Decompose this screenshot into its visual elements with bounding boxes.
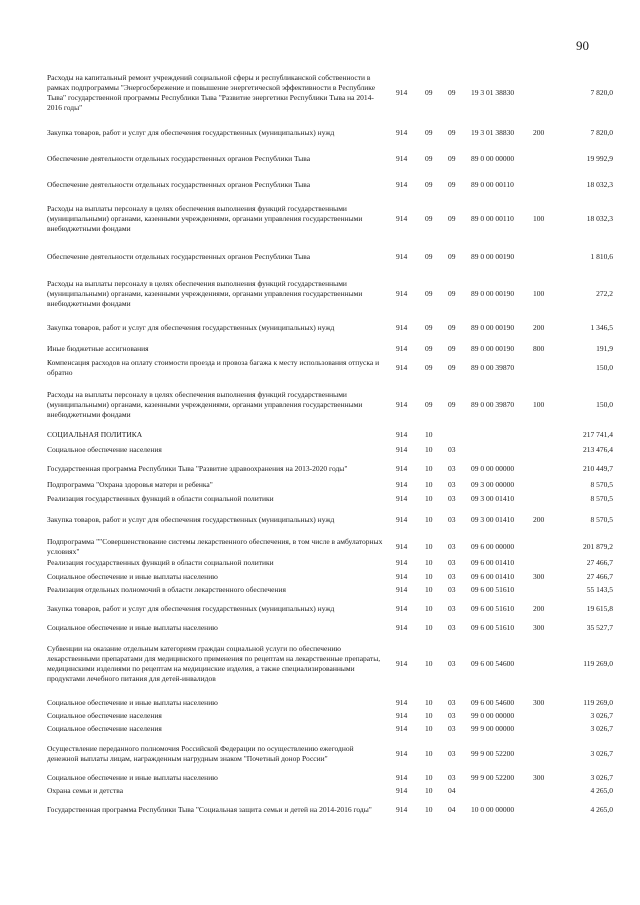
cell-ved: 914 — [396, 515, 408, 524]
cell-ved: 914 — [396, 128, 408, 137]
cell-pr: 09 — [448, 214, 456, 223]
row-description: Реализация государственных функций в области социальной политики — [47, 494, 274, 503]
cell-amount: 1 810,6 — [590, 252, 613, 261]
cell-rz: 09 — [425, 180, 433, 189]
cell-vr: 300 — [533, 698, 545, 707]
cell-pr: 03 — [448, 445, 456, 454]
cell-vr: 200 — [533, 515, 545, 524]
cell-ved: 914 — [396, 805, 408, 814]
row-description: СОЦИАЛЬНАЯ ПОЛИТИКА — [47, 430, 143, 439]
cell-rz: 10 — [425, 494, 433, 503]
cell-pr: 03 — [448, 515, 456, 524]
cell-csr: 09 6 00 00000 — [471, 542, 515, 551]
cell-pr: 03 — [448, 659, 456, 668]
cell-rz: 10 — [425, 445, 433, 454]
row-description: Государственная программа Республики Тыва "Социальная защита семьи и детей на 2014-2016 годы" — [47, 805, 372, 814]
cell-pr: 03 — [448, 542, 456, 551]
cell-pr: 03 — [448, 773, 456, 782]
cell-pr: 09 — [448, 128, 456, 137]
row-description: Обеспечение деятельности отдельных государственных органов Республики Тыва — [47, 252, 311, 261]
row-description: Социальное обеспечение и иные выплаты населению — [47, 623, 218, 632]
cell-rz: 09 — [425, 289, 433, 298]
cell-rz: 09 — [425, 400, 433, 409]
row-description: Расходы на выплаты персоналу в целях обеспечения выполнения функций государственными (муниципальными) органами, казенными учреждениями, органами управления государственными внебюджетными фондами — [47, 279, 363, 308]
cell-ved: 914 — [396, 480, 408, 489]
cell-ved: 914 — [396, 400, 408, 409]
cell-csr: 09 6 00 54600 — [471, 698, 515, 707]
cell-amount: 3 026,7 — [590, 711, 613, 720]
cell-vr: 200 — [533, 604, 545, 613]
row-description: Социальное обеспечение и иные выплаты населению — [47, 572, 218, 581]
cell-pr: 09 — [448, 344, 456, 353]
cell-amount: 18 032,3 — [586, 180, 613, 189]
cell-ved: 914 — [396, 773, 408, 782]
cell-pr: 03 — [448, 558, 456, 567]
cell-vr: 100 — [533, 289, 545, 298]
cell-ved: 914 — [396, 88, 408, 97]
cell-amount: 3 026,7 — [590, 724, 613, 733]
cell-ved: 914 — [396, 464, 408, 473]
cell-pr: 03 — [448, 749, 456, 758]
cell-pr: 09 — [448, 289, 456, 298]
cell-pr: 04 — [448, 786, 456, 795]
cell-rz: 10 — [425, 515, 433, 524]
cell-amount: 19 992,9 — [586, 154, 613, 163]
row-description: Компенсация расходов на оплату стоимости проезда и провоза багажа к месту использования отпуска и обратно — [47, 358, 380, 377]
cell-vr: 200 — [533, 128, 545, 137]
cell-pr: 09 — [448, 363, 456, 372]
cell-amount: 150,0 — [596, 363, 613, 372]
cell-csr: 09 3 00 00000 — [471, 480, 515, 489]
cell-rz: 10 — [425, 572, 433, 581]
cell-pr: 03 — [448, 572, 456, 581]
cell-csr: 89 0 00 00110 — [471, 180, 514, 189]
row-description: Осуществление переданного полномочия Российской Федерации по осуществлению ежегодной денежной выплаты лицам, награжденным нагрудным знаком "Почетный донор России" — [47, 744, 354, 763]
cell-rz: 10 — [425, 711, 433, 720]
cell-pr: 03 — [448, 585, 456, 594]
row-description: Социальное обеспечение и иные выплаты населению — [47, 698, 218, 707]
cell-rz: 10 — [425, 623, 433, 632]
cell-rz: 10 — [425, 698, 433, 707]
cell-ved: 914 — [396, 180, 408, 189]
cell-ved: 914 — [396, 711, 408, 720]
cell-rz: 10 — [425, 558, 433, 567]
cell-csr: 09 6 00 01410 — [471, 572, 515, 581]
cell-rz: 10 — [425, 585, 433, 594]
cell-pr: 09 — [448, 154, 456, 163]
cell-csr: 89 0 00 00110 — [471, 214, 514, 223]
cell-ved: 914 — [396, 572, 408, 581]
cell-rz: 10 — [425, 542, 433, 551]
cell-amount: 27 466,7 — [586, 572, 613, 581]
cell-amount: 201 879,2 — [583, 542, 613, 551]
cell-ved: 914 — [396, 154, 408, 163]
cell-ved: 914 — [396, 659, 408, 668]
cell-amount: 4 265,0 — [590, 805, 613, 814]
cell-amount: 55 143,5 — [586, 585, 613, 594]
cell-pr: 03 — [448, 604, 456, 613]
cell-csr: 99 9 00 52200 — [471, 749, 515, 758]
cell-csr: 10 0 00 00000 — [471, 805, 515, 814]
cell-ved: 914 — [396, 252, 408, 261]
cell-pr: 03 — [448, 480, 456, 489]
cell-rz: 10 — [425, 604, 433, 613]
cell-csr: 09 3 00 01410 — [471, 494, 515, 503]
cell-csr: 09 6 00 51610 — [471, 604, 515, 613]
row-description: Реализация отдельных полномочий в области лекарственного обеспечения — [47, 585, 286, 594]
row-description: Расходы на выплаты персоналу в целях обеспечения выполнения функций государственными (муниципальными) органами, казенными учреждениями, органами управления государственными внебюджетными фондами — [47, 390, 363, 419]
cell-amount: 150,0 — [596, 400, 613, 409]
cell-vr: 200 — [533, 323, 545, 332]
cell-rz: 09 — [425, 154, 433, 163]
row-description: Подпрограмма "Охрана здоровья матери и ребенка" — [47, 480, 213, 489]
cell-amount: 8 570,5 — [590, 515, 613, 524]
cell-pr: 03 — [448, 724, 456, 733]
cell-csr: 89 0 00 00190 — [471, 344, 515, 353]
cell-amount: 3 026,7 — [590, 749, 613, 758]
cell-vr: 100 — [533, 214, 545, 223]
cell-vr: 800 — [533, 344, 545, 353]
cell-csr: 09 6 00 54600 — [471, 659, 515, 668]
cell-amount: 35 527,7 — [586, 623, 613, 632]
cell-rz: 09 — [425, 88, 433, 97]
cell-ved: 914 — [396, 445, 408, 454]
row-description: Социальное обеспечение населения — [47, 724, 162, 733]
cell-rz: 09 — [425, 128, 433, 137]
cell-amount: 8 570,5 — [590, 494, 613, 503]
cell-ved: 914 — [396, 585, 408, 594]
cell-rz: 10 — [425, 430, 433, 439]
row-description: Расходы на капитальный ремонт учреждений социальной сферы и республиканской собственности в рамках подпрограммы "Энергосбережение и повышение энергетической эффективности в Республике Тыва" государственной программы Республики Тыва "Развитие энергетики Республики Тыва на 2014-2016 годы" — [47, 73, 376, 112]
cell-pr: 03 — [448, 494, 456, 503]
cell-pr: 03 — [448, 464, 456, 473]
cell-ved: 914 — [396, 749, 408, 758]
cell-rz: 09 — [425, 363, 433, 372]
cell-amount: 272,2 — [596, 289, 613, 298]
cell-csr: 99 9 00 00000 — [471, 724, 515, 733]
cell-csr: 89 0 00 00190 — [471, 289, 515, 298]
cell-csr: 09 0 00 00000 — [471, 464, 515, 473]
cell-csr: 89 0 00 39870 — [471, 363, 515, 372]
cell-rz: 10 — [425, 480, 433, 489]
row-description: Расходы на выплаты персоналу в целях обеспечения выполнения функций государственными (муниципальными) органами, казенными учреждениями, органами управления государственными внебюджетными фондами — [47, 204, 363, 233]
cell-csr: 09 3 00 01410 — [471, 515, 515, 524]
cell-vr: 100 — [533, 400, 545, 409]
cell-amount: 119 269,0 — [583, 659, 613, 668]
cell-amount: 8 570,5 — [590, 480, 613, 489]
cell-csr: 09 6 00 51610 — [471, 585, 515, 594]
cell-csr: 99 9 00 52200 — [471, 773, 515, 782]
cell-csr: 09 6 00 51610 — [471, 623, 515, 632]
cell-ved: 914 — [396, 430, 408, 439]
cell-pr: 09 — [448, 323, 456, 332]
cell-vr: 300 — [533, 623, 545, 632]
cell-rz: 10 — [425, 464, 433, 473]
cell-amount: 7 820,0 — [590, 128, 613, 137]
cell-rz: 09 — [425, 214, 433, 223]
cell-pr: 09 — [448, 400, 456, 409]
cell-ved: 914 — [396, 344, 408, 353]
cell-ved: 914 — [396, 786, 408, 795]
cell-amount: 18 032,3 — [586, 214, 613, 223]
cell-csr: 89 0 00 00190 — [471, 252, 515, 261]
cell-pr: 03 — [448, 698, 456, 707]
cell-pr: 03 — [448, 623, 456, 632]
row-description: Социальное обеспечение населения — [47, 445, 162, 454]
cell-vr: 300 — [533, 773, 545, 782]
cell-amount: 217 741,4 — [583, 430, 613, 439]
cell-rz: 10 — [425, 724, 433, 733]
cell-csr: 09 6 00 01410 — [471, 558, 515, 567]
row-description: Обеспечение деятельности отдельных государственных органов Республики Тыва — [47, 180, 311, 189]
cell-amount: 19 615,8 — [586, 604, 613, 613]
cell-csr: 19 3 01 38830 — [471, 128, 515, 137]
cell-csr: 89 0 00 39870 — [471, 400, 515, 409]
row-description: Охрана семьи и детства — [47, 786, 124, 795]
cell-vr: 300 — [533, 572, 545, 581]
cell-amount: 191,9 — [596, 344, 613, 353]
cell-amount: 1 346,5 — [590, 323, 613, 332]
cell-rz: 10 — [425, 749, 433, 758]
row-description: Подпрограмма ""Совершенствование системы лекарственного обеспечения, в том числе в амбулаторных условиях" — [47, 537, 383, 556]
cell-ved: 914 — [396, 542, 408, 551]
cell-rz: 09 — [425, 323, 433, 332]
cell-ved: 914 — [396, 323, 408, 332]
cell-amount: 7 820,0 — [590, 88, 613, 97]
cell-pr: 09 — [448, 252, 456, 261]
row-description: Закупка товаров, работ и услуг для обеспечения государственных (муниципальных) нужд — [47, 515, 335, 524]
cell-amount: 210 449,7 — [583, 464, 613, 473]
cell-rz: 10 — [425, 659, 433, 668]
cell-rz: 09 — [425, 252, 433, 261]
cell-pr: 04 — [448, 805, 456, 814]
cell-ved: 914 — [396, 289, 408, 298]
cell-pr: 03 — [448, 711, 456, 720]
cell-ved: 914 — [396, 494, 408, 503]
row-description: Обеспечение деятельности отдельных государственных органов Республики Тыва — [47, 154, 311, 163]
cell-amount: 3 026,7 — [590, 773, 613, 782]
row-description: Закупка товаров, работ и услуг для обеспечения государственных (муниципальных) нужд — [47, 604, 335, 613]
page-number: 90 — [576, 38, 589, 53]
row-description: Закупка товаров, работ и услуг для обеспечения государственных (муниципальных) нужд — [47, 323, 335, 332]
cell-amount: 27 466,7 — [586, 558, 613, 567]
cell-amount: 213 476,4 — [583, 445, 613, 454]
cell-amount: 119 269,0 — [583, 698, 613, 707]
cell-ved: 914 — [396, 604, 408, 613]
cell-ved: 914 — [396, 363, 408, 372]
cell-rz: 09 — [425, 344, 433, 353]
cell-ved: 914 — [396, 623, 408, 632]
cell-rz: 10 — [425, 773, 433, 782]
row-description: Социальное обеспечение и иные выплаты населению — [47, 773, 218, 782]
cell-rz: 10 — [425, 805, 433, 814]
row-description: Социальное обеспечение населения — [47, 711, 162, 720]
cell-ved: 914 — [396, 724, 408, 733]
row-description: Закупка товаров, работ и услуг для обеспечения государственных (муниципальных) нужд — [47, 128, 335, 137]
row-description: Реализация государственных функций в области социальной политики — [47, 558, 274, 567]
cell-rz: 10 — [425, 786, 433, 795]
cell-csr: 89 0 00 00000 — [471, 154, 515, 163]
cell-csr: 89 0 00 00190 — [471, 323, 515, 332]
cell-pr: 09 — [448, 180, 456, 189]
row-description: Субвенции на оказание отдельным категориям граждан социальной услуги по обеспечению лекарственными препаратами для медицинского применения по рецептам на лекарственные препараты, медицинскими изделиями по рецептам на медицинские изделия, а также специализированными продуктами лечебного питания для детей-инвалидов — [47, 644, 381, 683]
cell-amount: 4 265,0 — [590, 786, 613, 795]
cell-ved: 914 — [396, 214, 408, 223]
row-description: Иные бюджетные ассигнования — [47, 344, 149, 353]
cell-csr: 19 3 01 38830 — [471, 88, 515, 97]
cell-ved: 914 — [396, 698, 408, 707]
cell-csr: 99 0 00 00000 — [471, 711, 515, 720]
cell-pr: 09 — [448, 88, 456, 97]
cell-ved: 914 — [396, 558, 408, 567]
row-description: Государственная программа Республики Тыва "Развитие здравоохранения на 2013-2020 годы" — [47, 464, 348, 473]
